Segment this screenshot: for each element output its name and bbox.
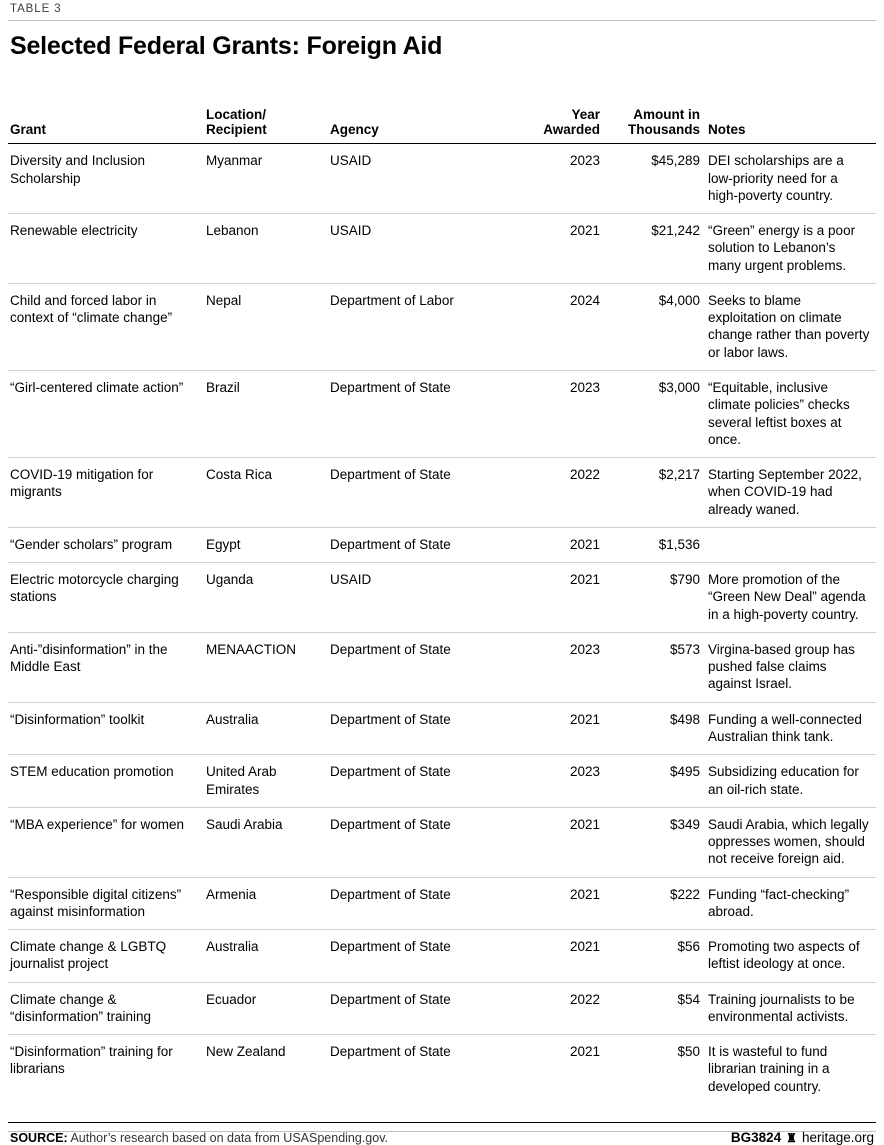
table-header bbox=[8, 107, 876, 144]
cell-agency: Department of State bbox=[328, 930, 528, 983]
table-row bbox=[8, 702, 876, 755]
bottom-divider bbox=[8, 1131, 876, 1132]
cell-year: 2021 bbox=[528, 702, 606, 755]
cell-location: Australia bbox=[204, 702, 328, 755]
source-label: SOURCE: bbox=[10, 1130, 68, 1145]
cell-agency: Department of State bbox=[328, 755, 528, 808]
cell-location: Nepal bbox=[204, 283, 328, 370]
cell-agency: Department of State bbox=[328, 702, 528, 755]
cell-amount: $349 bbox=[606, 807, 706, 877]
column-header-grant bbox=[8, 107, 204, 144]
table-number-label: TABLE 3 bbox=[10, 3, 62, 15]
cell-amount: $54 bbox=[606, 982, 706, 1035]
cell-notes: Funding a well-connected Australian think tank. bbox=[706, 702, 876, 755]
cell-grant: Climate change & “disinformation” training bbox=[8, 982, 204, 1035]
column-header-grant-label: Grant bbox=[10, 122, 47, 138]
cell-location: Saudi Arabia bbox=[204, 807, 328, 877]
cell-location: Egypt bbox=[204, 527, 328, 562]
cell-year: 2021 bbox=[528, 807, 606, 877]
cell-location: United Arab Emirates bbox=[204, 755, 328, 808]
cell-amount: $790 bbox=[606, 563, 706, 633]
table-row bbox=[8, 458, 876, 528]
report-id: BG3824 bbox=[730, 1129, 782, 1145]
table-row bbox=[8, 371, 876, 458]
cell-amount: $222 bbox=[606, 877, 706, 930]
cell-agency: USAID bbox=[328, 144, 528, 214]
cell-year: 2023 bbox=[528, 371, 606, 458]
cell-amount: $1,536 bbox=[606, 527, 706, 562]
cell-location: Lebanon bbox=[204, 214, 328, 284]
cell-amount: $573 bbox=[606, 632, 706, 702]
cell-amount: $495 bbox=[606, 755, 706, 808]
cell-notes: More promotion of the “Green New Deal” agenda in a high-poverty country. bbox=[706, 563, 876, 633]
brand-label: heritage.org bbox=[801, 1129, 874, 1145]
cell-grant: Electric motorcycle charging stations bbox=[8, 563, 204, 633]
header-row bbox=[8, 107, 876, 144]
cell-notes: Saudi Arabia, which legally oppresses women, should not receive foreign aid. bbox=[706, 807, 876, 877]
table-row bbox=[8, 632, 876, 702]
footer-branding bbox=[731, 1130, 874, 1145]
cell-grant: Anti-”disinformation” in the Middle East bbox=[8, 632, 204, 702]
table-row bbox=[8, 214, 876, 284]
cell-grant: COVID-19 mitigation for migrants bbox=[8, 458, 204, 528]
table-row bbox=[8, 930, 876, 983]
cell-location: Brazil bbox=[204, 371, 328, 458]
cell-grant: “Girl-centered climate action” bbox=[8, 371, 204, 458]
cell-agency: Department of State bbox=[328, 632, 528, 702]
cell-year: 2021 bbox=[528, 527, 606, 562]
table-body bbox=[8, 144, 876, 1104]
column-header-agency bbox=[328, 107, 528, 144]
table-row bbox=[8, 877, 876, 930]
cell-notes: “Green” energy is a poor solution to Lebanon’s many urgent problems. bbox=[706, 214, 876, 284]
column-header-location bbox=[204, 107, 328, 144]
cell-grant: Child and forced labor in context of “climate change” bbox=[8, 283, 204, 370]
cell-notes: Virgina-based group has pushed false claims against Israel. bbox=[706, 632, 876, 702]
cell-year: 2024 bbox=[528, 283, 606, 370]
cell-year: 2021 bbox=[569, 1044, 600, 1060]
cell-location: New Zealand bbox=[206, 1044, 286, 1060]
column-header-location-line2: Recipient bbox=[206, 122, 267, 138]
cell-agency: USAID bbox=[328, 563, 528, 633]
column-header-location-line1: Location/ bbox=[206, 106, 266, 122]
source-text: Author’s research based on data from USASpending.gov. bbox=[70, 1130, 389, 1145]
cell-location: Australia bbox=[204, 930, 328, 983]
table-row bbox=[8, 982, 876, 1035]
cell-agency: Department of State bbox=[328, 371, 528, 458]
cell-grant: “Gender scholars” program bbox=[8, 527, 204, 562]
cell-notes bbox=[706, 527, 876, 562]
table-row bbox=[8, 144, 876, 214]
column-header-notes-label: Notes bbox=[708, 122, 746, 138]
table-row bbox=[8, 1035, 876, 1104]
cell-notes: Training journalists to be environmental activists. bbox=[706, 982, 876, 1035]
table-row bbox=[8, 755, 876, 808]
cell-location: Uganda bbox=[204, 563, 328, 633]
cell-notes: Promoting two aspects of leftist ideology at once. bbox=[706, 930, 876, 983]
cell-notes: Funding “fact-checking” abroad. bbox=[706, 877, 876, 930]
cell-year: 2021 bbox=[528, 214, 606, 284]
cell-grant: Climate change & LGBTQ journalist project bbox=[8, 930, 204, 983]
cell-amount: $2,217 bbox=[606, 458, 706, 528]
cell-year: 2023 bbox=[528, 144, 606, 214]
cell-agency: Department of State bbox=[328, 807, 528, 877]
cell-agency: Department of State bbox=[328, 982, 528, 1035]
cell-amount: $21,242 bbox=[606, 214, 706, 284]
column-header-amount-line1: Amount in bbox=[633, 106, 700, 122]
cell-agency: Department of State bbox=[328, 458, 528, 528]
cell-location: MENAACTION bbox=[204, 632, 328, 702]
cell-agency: Department of State bbox=[328, 527, 528, 562]
cell-amount: $50 bbox=[677, 1044, 700, 1060]
cell-notes: Subsidizing education for an oil-rich state. bbox=[706, 755, 876, 808]
cell-year: 2023 bbox=[528, 755, 606, 808]
table-row bbox=[8, 563, 876, 633]
cell-amount: $498 bbox=[606, 702, 706, 755]
column-header-amount-line2: Thousands bbox=[627, 122, 700, 138]
cell-grant: Renewable electricity bbox=[8, 214, 204, 284]
grants-table bbox=[8, 107, 876, 1104]
heritage-logo-icon: ♜ bbox=[786, 1130, 797, 1145]
cell-location: Myanmar bbox=[204, 144, 328, 214]
column-header-amount bbox=[606, 107, 706, 144]
table-row bbox=[8, 527, 876, 562]
cell-amount: $4,000 bbox=[606, 283, 706, 370]
cell-agency: USAID bbox=[328, 214, 528, 284]
cell-year: 2023 bbox=[528, 632, 606, 702]
cell-grant: “MBA experience” for women bbox=[8, 807, 204, 877]
cell-year: 2022 bbox=[528, 458, 606, 528]
column-header-year bbox=[528, 107, 606, 144]
cell-notes: DEI scholarships are a low-priority need for a high-poverty country. bbox=[706, 144, 876, 214]
table-row bbox=[8, 283, 876, 370]
table-row bbox=[8, 807, 876, 877]
cell-amount: $3,000 bbox=[606, 371, 706, 458]
cell-grant: STEM education promotion bbox=[8, 755, 204, 808]
cell-year: 2021 bbox=[528, 930, 606, 983]
page-title: Selected Federal Grants: Foreign Aid bbox=[10, 32, 443, 60]
cell-agency: Department of State bbox=[328, 877, 528, 930]
column-header-year-line2: Awarded bbox=[543, 122, 600, 138]
cell-grant: “Disinformation” toolkit bbox=[8, 702, 204, 755]
cell-grant: Diversity and Inclusion Scholarship bbox=[8, 144, 204, 214]
cell-year: 2021 bbox=[528, 877, 606, 930]
cell-year: 2022 bbox=[528, 982, 606, 1035]
cell-location: Costa Rica bbox=[204, 458, 328, 528]
footer bbox=[8, 1123, 876, 1145]
cell-amount: $45,289 bbox=[606, 144, 706, 214]
cell-agency: Department of State bbox=[330, 1044, 451, 1060]
cell-notes: “Equitable, inclusive climate policies” checks several leftist boxes at once. bbox=[706, 371, 876, 458]
cell-notes: It is wasteful to fund librarian training in a developed country. bbox=[708, 1044, 830, 1094]
cell-location: Armenia bbox=[204, 877, 328, 930]
cell-amount: $56 bbox=[606, 930, 706, 983]
cell-notes: Seeks to blame exploitation on climate change rather than poverty or labor laws. bbox=[706, 283, 876, 370]
cell-agency: Department of Labor bbox=[328, 283, 528, 370]
cell-year: 2021 bbox=[528, 563, 606, 633]
cell-grant: “Responsible digital citizens” against misinformation bbox=[8, 877, 204, 930]
cell-grant: “Disinformation” training for librarians bbox=[10, 1044, 173, 1077]
cell-location: Ecuador bbox=[204, 982, 328, 1035]
column-header-agency-label: Agency bbox=[330, 122, 379, 138]
column-header-notes bbox=[706, 107, 876, 144]
cell-notes: Starting September 2022, when COVID-19 had already waned. bbox=[706, 458, 876, 528]
column-header-year-line1: Year bbox=[571, 106, 600, 122]
